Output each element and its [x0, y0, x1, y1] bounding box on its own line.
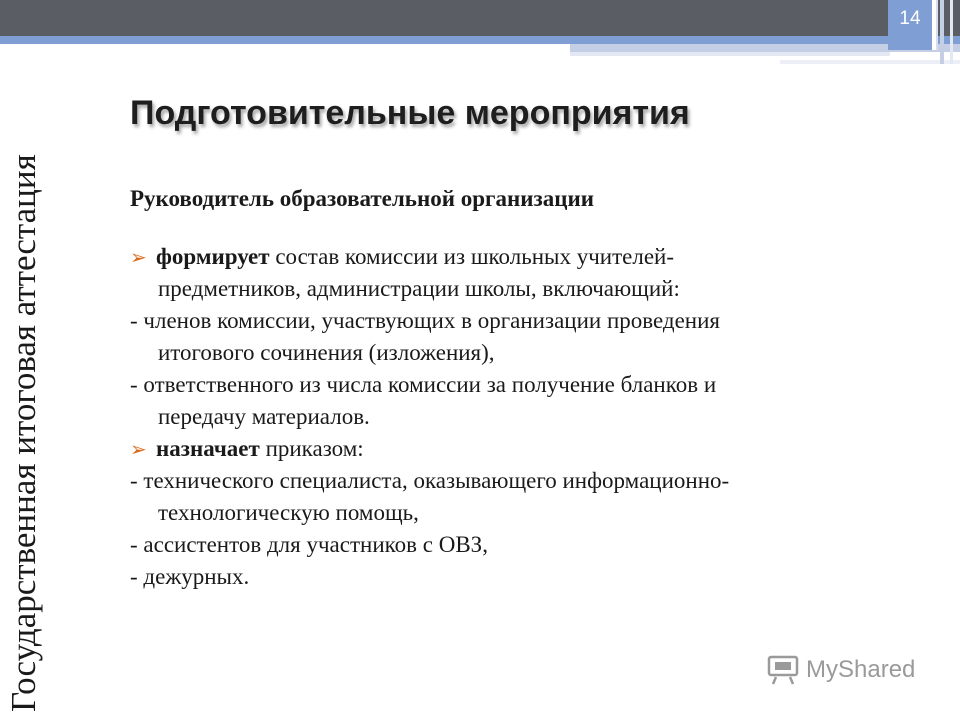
item-specialist-cont: технологическую помощь, [158, 500, 419, 525]
slide-heading: Подготовительные мероприятия [130, 94, 690, 132]
page-number: 14 [899, 8, 921, 29]
header-stripe [0, 36, 960, 44]
header-band [0, 0, 960, 36]
item-duty: - дежурных. [130, 564, 250, 589]
watermark [766, 655, 915, 685]
side-title: Государственная итоговая аттестация [4, 154, 43, 712]
item-responsible: - ответственного из числа комиссии за получение бланков и [130, 372, 717, 397]
watermark-text: MyShared [806, 656, 916, 683]
bullet-forms-cont: предметников, администрации школы, включающий: [158, 276, 680, 301]
item-responsible-cont: передачу материалов. [158, 404, 370, 429]
bullet-forms [130, 241, 920, 273]
item-assistants: - ассистентов для участников с ОВЗ, [130, 532, 488, 557]
header-stripe-faint-2 [780, 60, 960, 64]
bullet-appoints-text: приказом: [259, 436, 364, 461]
subtitle: Руководитель образовательной организации [130, 186, 594, 211]
arrow-bullet-icon: ➢ [130, 437, 147, 461]
item-specialist: - технического специалиста, оказывающего информационно- [130, 468, 730, 493]
tab-edge-2 [950, 0, 953, 64]
item-members: - членов комиссии, участвующих в организации проведения [130, 308, 720, 333]
bullet-forms-text: состав комиссии из школьных учителей- [269, 244, 674, 269]
tab-edge [940, 0, 944, 64]
item-members-cont: итогового сочинения (изложения), [158, 340, 495, 365]
slide-body [130, 183, 920, 593]
bullet-forms-verb: формирует [156, 244, 270, 269]
projector-icon [766, 655, 800, 685]
header-stripe-faint [570, 52, 890, 56]
bullet-appoints [130, 433, 920, 465]
arrow-bullet-icon: ➢ [130, 245, 147, 269]
bullet-appoints-verb: назначает [156, 436, 260, 461]
